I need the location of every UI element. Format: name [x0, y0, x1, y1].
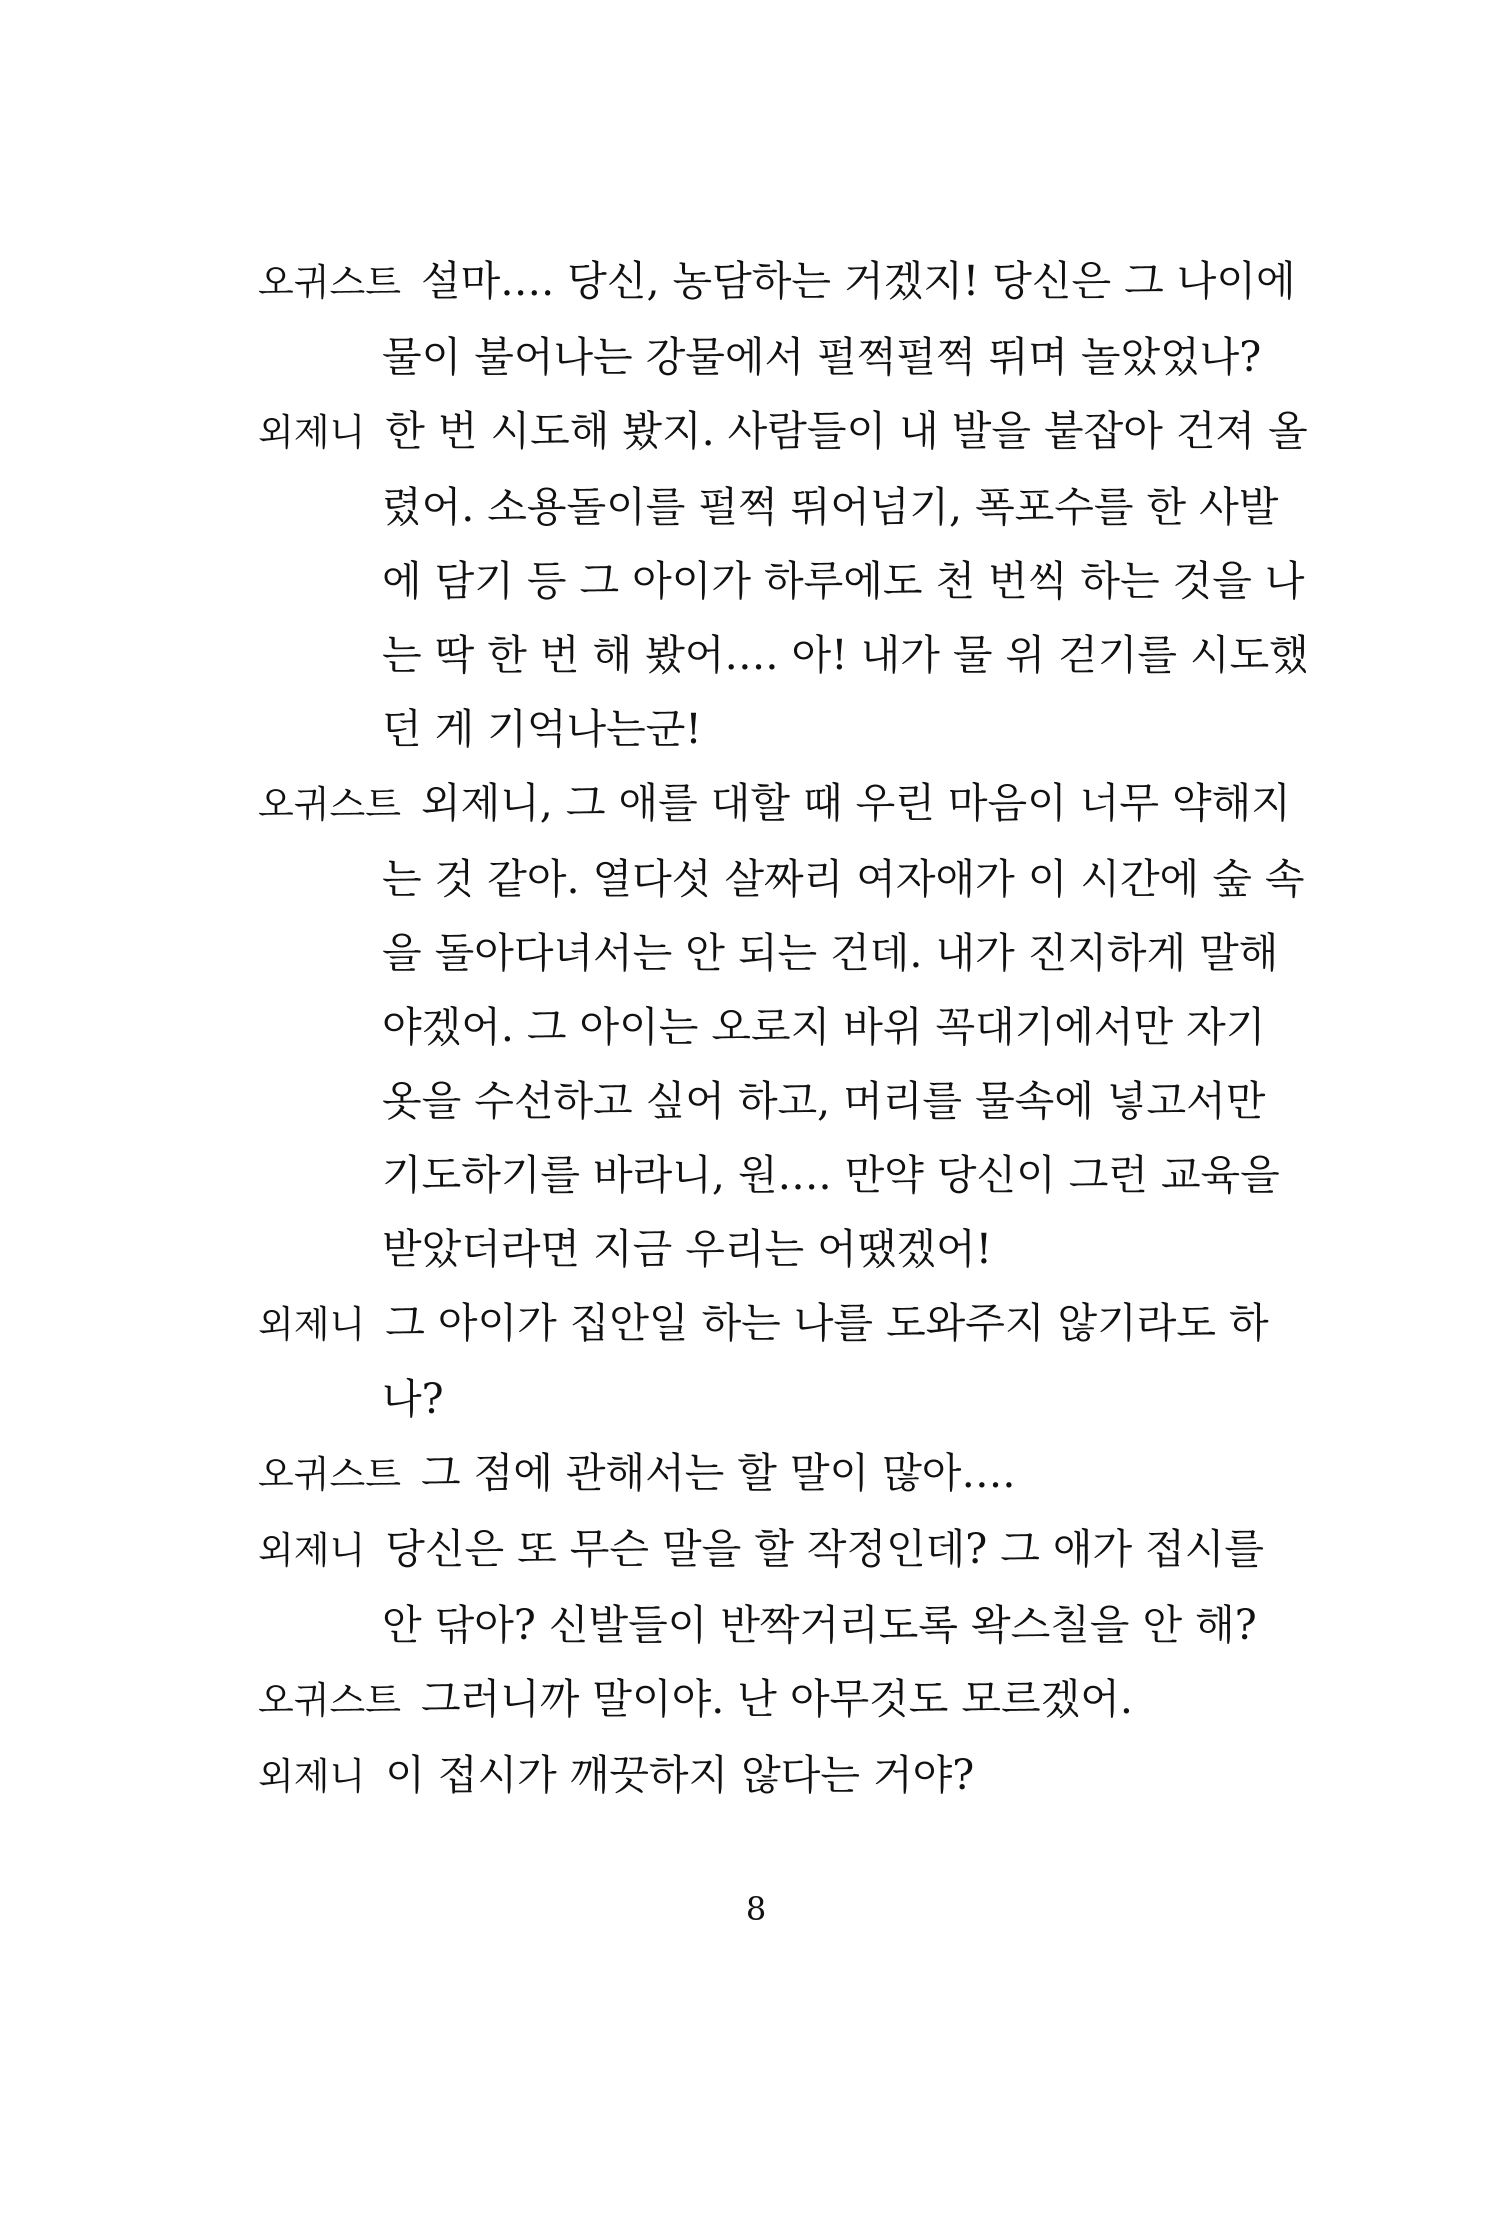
speaker-name: 오귀스트: [258, 1453, 401, 1496]
speaker-name: 오귀스트: [258, 783, 401, 826]
page-number: 8: [745, 1890, 767, 1928]
dialogue-line: [258, 692, 1258, 766]
dialogue-line: [258, 916, 1279, 990]
speaker-name: 외제니: [258, 1529, 366, 1572]
dialogue-entry: [258, 1662, 1258, 1738]
line-text: 한 번 시도해 봤지. 사람들이 내 발을 붙잡아 건져 올: [385, 407, 1308, 455]
speaker-name: 외제니: [258, 1755, 366, 1798]
speaker-name: 오귀스트: [258, 261, 401, 304]
line-text: 이 접시가 깨끗하지 않다는 거야?: [385, 1751, 975, 1799]
dialogue-line: [258, 618, 1309, 692]
line-text: 렸어. 소용돌이를 펄쩍 뛰어넘기, 폭포수를 한 사발: [382, 483, 1279, 531]
line-text: 나?: [382, 1375, 444, 1423]
dialogue-line: [258, 1662, 1258, 1738]
speaker-name: 오귀스트: [258, 1679, 401, 1722]
line-text: 물이 불어나는 강물에서 펄쩍펄쩍 뛰며 놀았었나?: [382, 333, 1262, 381]
line-text: 외제니, 그 애를 대할 때 우린 마음이 너무 약해지: [420, 779, 1291, 827]
dialogue-line: [258, 1064, 1266, 1138]
dialogue-line: [258, 1738, 1258, 1814]
line-text: 그러니까 말이야. 난 아무것도 모르겠어.: [420, 1675, 1133, 1723]
dialogue-entry: [258, 1512, 1264, 1662]
dialogue-line: [258, 1286, 1269, 1362]
dialogue-line: [258, 1436, 1258, 1512]
dialogue-entry: [258, 244, 1296, 394]
speaker-name: 외제니: [258, 1303, 366, 1346]
line-text: 설마…. 당신, 농담하는 거겠지! 당신은 그 나이에: [420, 257, 1296, 305]
dialogue-entry: [258, 1436, 1258, 1512]
dialogue-entry: [258, 1286, 1269, 1436]
line-text: 받았더라면 지금 우리는 어땠겠어!: [382, 1225, 993, 1273]
line-text: 그 점에 관해서는 할 말이 많아….: [420, 1449, 1016, 1497]
line-text: 그 아이가 집안일 하는 나를 도와주지 않기라도 하: [385, 1299, 1269, 1347]
dialogue-line: [258, 1512, 1264, 1588]
dialogue-entry: [258, 766, 1305, 1286]
line-text: 는 것 같아. 열다섯 살짜리 여자애가 이 시간에 숲 속: [382, 855, 1305, 903]
line-text: 기도하기를 바라니, 원…. 만약 당신이 그런 교육을: [382, 1151, 1280, 1199]
dialogue-entry: [258, 1738, 1258, 1814]
line-text: 당신은 또 무슨 말을 할 작정인데? 그 애가 접시를: [385, 1525, 1264, 1573]
line-text: 을 돌아다녀서는 안 되는 건데. 내가 진지하게 말해: [382, 929, 1279, 977]
line-text: 에 담기 등 그 아이가 하루에도 천 번씩 하는 것을 나: [382, 557, 1305, 605]
dialogue-entry: [258, 394, 1309, 766]
dialogue-line: [258, 320, 1262, 394]
line-text: 안 닦아? 신발들이 반짝거리도록 왁스칠을 안 해?: [382, 1601, 1257, 1649]
dialogue-line: [258, 990, 1266, 1064]
line-text: 던 게 기억나는군!: [382, 705, 702, 753]
dialogue-line: [258, 244, 1296, 320]
dialogue-line: [258, 766, 1291, 842]
dialogue-line: [258, 842, 1305, 916]
dialogue-line: [258, 1212, 1258, 1286]
dialogue-line: [258, 1588, 1258, 1662]
speaker-name: 외제니: [258, 411, 366, 454]
line-text: 는 딱 한 번 해 봤어…. 아! 내가 물 위 걷기를 시도했: [382, 631, 1309, 679]
dialogue-line: [258, 544, 1305, 618]
line-text: 옷을 수선하고 싶어 하고, 머리를 물속에 넣고서만: [382, 1077, 1266, 1125]
line-text: 야겠어. 그 아이는 오로지 바위 꼭대기에서만 자기: [382, 1003, 1266, 1051]
dialogue-text: [258, 244, 1309, 1814]
dialogue-line: [258, 470, 1279, 544]
dialogue-line: [258, 1362, 1258, 1436]
dialogue-line: [258, 394, 1308, 470]
dialogue-line: [258, 1138, 1280, 1212]
